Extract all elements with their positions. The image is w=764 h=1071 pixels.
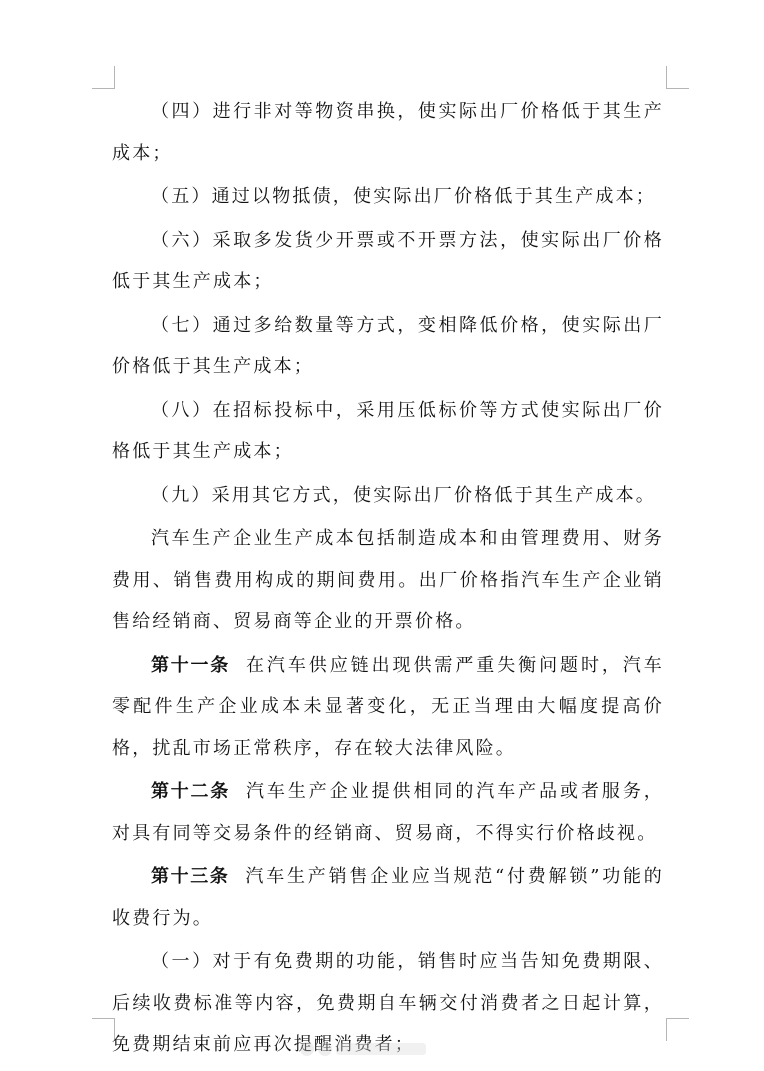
article-11 xyxy=(112,645,664,770)
watermark-dot-icon xyxy=(300,1042,314,1056)
paragraph-sub-item-1: （一）对于有免费期的功能，销售时应当告知免费期限、后续收费标准等内容，免费期自车辆交付消费者之日起计算，免费期结束前应再次提醒消费者； xyxy=(112,951,664,1055)
paragraph-item-9: （九）采用其它方式，使实际出厂价格低于其生产成本。 xyxy=(151,484,656,506)
page-corner-mark-top-left xyxy=(92,66,115,89)
paragraph-item-8: （八）在招标投标中，采用压低标价等方式使实际出厂价格低于其生产成本； xyxy=(112,399,664,462)
article-12-text: 汽车生产企业提供相同的汽车产品或者服务，对具有同等交易条件的经销商、贸易商，不得实行价格歧视。 xyxy=(112,781,665,844)
paragraph-item-6: （六）采取多发货少开票或不开票方法，使实际出厂价格低于其生产成本； xyxy=(112,229,664,292)
article-13-heading: 第十三条 xyxy=(151,866,230,887)
paragraph-cost-definition: 汽车生产企业生产成本包括制造成本和由管理费用、财务费用、销售费用构成的期间费用。出厂价格指汽车生产企业销售给经销商、贸易商等企业的开票价格。 xyxy=(112,528,664,632)
paragraph-item-7: （七）通过多给数量等方式，变相降低价格，使实际出厂价格低于其生产成本； xyxy=(112,314,664,377)
watermark-logo xyxy=(300,1038,460,1060)
watermark-bar xyxy=(336,1043,426,1055)
paragraph-item-5: （五）通过以物抵债，使实际出厂价格低于其生产成本； xyxy=(151,186,656,207)
article-12 xyxy=(112,771,664,854)
article-11-text: 在汽车供应链出现供需严重失衡问题时，汽车零配件生产企业成本未显著变化，无正当理由大幅度提高价格，扰乱市场正常秩序，存在较大法律风险。 xyxy=(112,654,665,759)
article-13 xyxy=(112,856,664,939)
page-corner-mark-bottom-right xyxy=(666,1018,689,1041)
watermark-dot-icon xyxy=(318,1042,332,1056)
document-body xyxy=(112,91,664,1066)
article-11-heading: 第十一条 xyxy=(151,654,230,676)
paragraph-item-4: （四）进行非对等物资串换，使实际出厂价格低于其生产成本； xyxy=(112,101,664,164)
article-13-text: 汽车生产销售企业应当规范“付费解锁”功能的收费行为。 xyxy=(112,866,665,929)
article-12-heading: 第十二条 xyxy=(151,781,230,802)
page-corner-mark-top-right xyxy=(666,66,689,89)
